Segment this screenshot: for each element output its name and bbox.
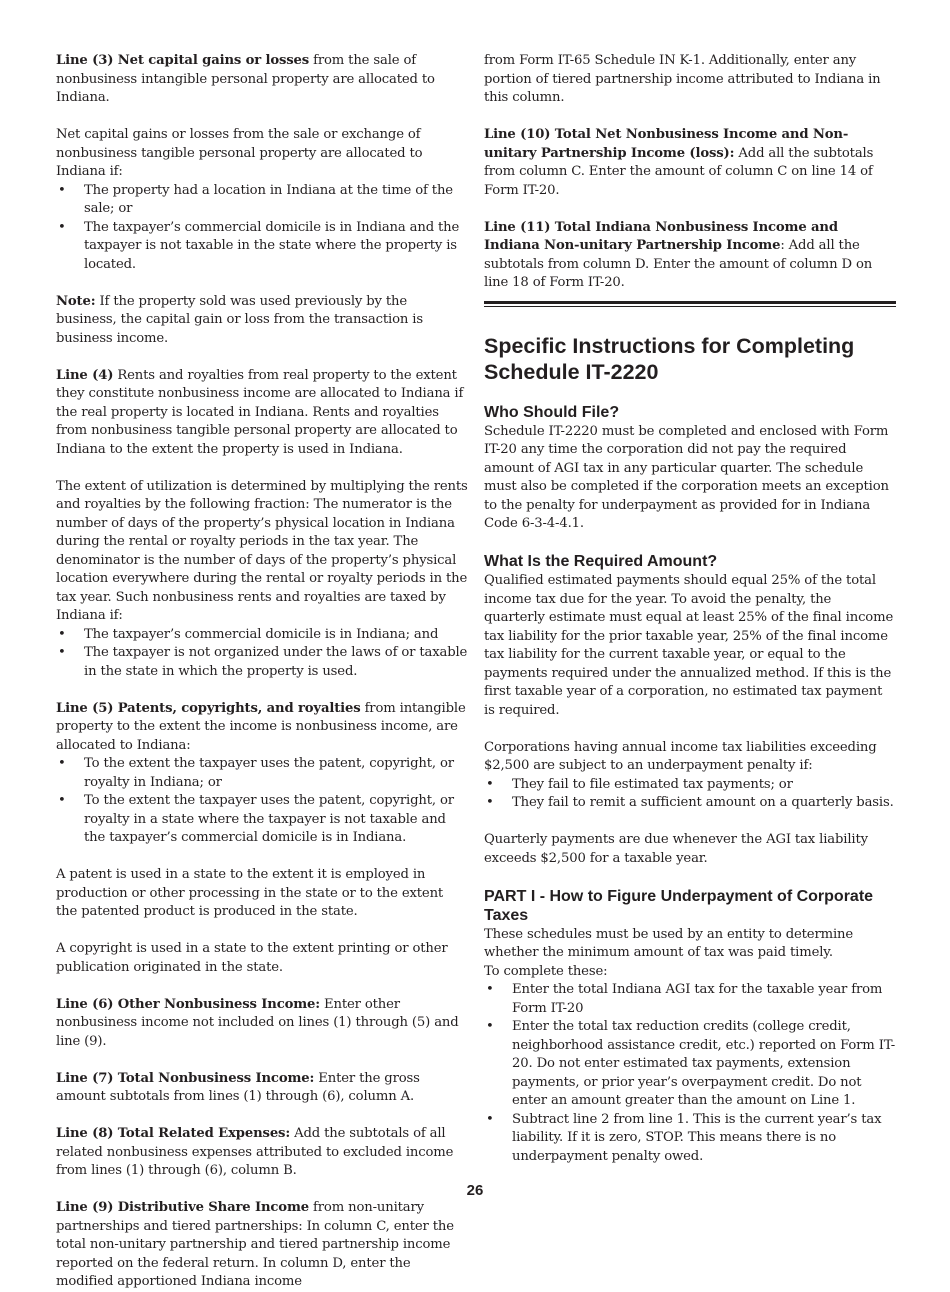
copyright-paragraph: A copyright is used in a state to the extent printing or other publication originated in the state. <box>56 941 448 975</box>
required-amount-heading: What Is the Required Amount? <box>484 553 718 570</box>
line11-paragraph <box>484 219 896 293</box>
list-item: • The taxpayer’s commercial domicile is in Indiana and the taxpayer is not taxable in the state where the property is located. <box>56 219 468 275</box>
right-column <box>484 52 896 1185</box>
line5-text: from intangible property to the extent the income is nonbusiness income, are allocated to Indiana: <box>56 700 466 753</box>
list-item: • They fail to file estimated tax payments; or <box>484 776 896 795</box>
line6-text: Enter other nonbusiness income not included on lines (1) through (5) and line (9). <box>56 996 459 1049</box>
line3-paragraph <box>56 52 468 108</box>
quarterly-paragraph: Quarterly payments are due whenever the AGI tax liability exceeds $2,500 for a taxable year. <box>484 832 868 866</box>
line8-label: Line (8) Total Related Expenses: <box>56 1126 291 1141</box>
line7-text: Enter the gross amount subtotals from lines (1) through (6), column A. <box>56 1070 420 1104</box>
line9-paragraph <box>56 1199 468 1292</box>
required-amount-paragraph: Qualified estimated payments should equal 25% of the total income tax due for the year. To avoid the penalty, the quarterly estimate must equal at least 25% of the final income tax liability for the prior taxable year, 25% of the final income tax liability for the current taxable year, or equal to the payments required under the annualized method. If this is the first taxable year of a corporation, no estimated tax payment is required. <box>484 573 894 718</box>
line9-continuation: from Form IT-65 Schedule IN K-1. Additionally, enter any portion of tiered partnership income attributed to Indiana in this column. <box>484 53 881 105</box>
list-item: • They fail to remit a sufficient amount on a quarterly basis. <box>484 794 896 813</box>
left-column <box>56 52 468 1292</box>
who-should-file-paragraph: Schedule IT-2220 must be completed and enclosed with Form IT-20 any time the corporation did not pay the required amount of AGI tax in any particular quarter. The schedule must also be completed if the corporation meets an exception to the penalty for underpayment as provided for in Indiana Code 6-3-4-4.1. <box>484 423 889 531</box>
part1-bullet-list <box>484 981 896 1166</box>
line9-text: from non-unitary partnerships and tiered partnerships: In column C, enter the total non-unitary partnership and tiered partnership income reported on the federal return. In column D, enter the modified apportioned Indiana income <box>56 1200 454 1289</box>
list-item: • Enter the total Indiana AGI tax for the taxable year from Form IT-20 <box>484 981 896 1018</box>
line4-label: Line (4) <box>56 367 114 383</box>
part1-complete-label: To complete these: <box>484 963 608 979</box>
line11-text: : Add all the subtotals from column D. Enter the amount of column D on line 18 of Form IT-20. <box>484 238 873 290</box>
list-item: • The taxpayer’s commercial domicile is in Indiana; and <box>56 626 468 645</box>
patent-paragraph: A patent is used in a state to the extent it is employed in production or other processing in the state or to the extent the patented product is produced in the state. <box>56 867 444 919</box>
line5-paragraph <box>56 700 468 756</box>
line4-text: Rents and royalties from real property to the extent they constitute nonbusiness income are allocated to Indiana if the real property is located in Indiana. Rents and royalties from nonbusiness tangible personal property are allocated to Indiana to the extent the property is used in Indiana. <box>56 367 464 457</box>
line5-label: Line (5) Patents, copyrights, and royalties <box>56 700 361 716</box>
list-item: • To the extent the taxpayer uses the patent, copyright, or royalty in a state where the taxpayer is not taxable and the taxpayer’s commercial domicile is in Indiana. <box>56 792 468 848</box>
line6-paragraph <box>56 996 468 1052</box>
line3-label: Line (3) Net capital gains or losses <box>56 53 310 68</box>
utilization-paragraph: The extent of utilization is determined by multiplying the rents and royalties by the following fraction: The numerator is the number of days of the property’s physical location in Indiana during the rental or royalty periods in the tax year. The denominator is the number of days of the property’s physical location everywhere during the rental or royalty periods in the tax year. Such nonbusiness rents and royalties are taxed by Indiana if: <box>56 478 468 623</box>
section-divider <box>484 301 896 307</box>
corporations-intro: Corporations having annual income tax liabilities exceeding $2,500 are subject to an underpayment penalty if: <box>484 739 877 773</box>
tangible-intro: Net capital gains or losses from the sale or exchange of nonbusiness tangible personal property are allocated to Indiana if: <box>56 127 423 179</box>
line8-paragraph <box>56 1125 468 1181</box>
part1-heading: PART I - How to Figure Underpayment of Corporate Taxes <box>484 887 874 924</box>
line7-label: Line (7) Total Nonbusiness Income: <box>56 1070 315 1086</box>
line6-label: Line (6) Other Nonbusiness Income: <box>56 996 320 1012</box>
part1-paragraph: These schedules must be used by an entity to determine whether the minimum amount of tax was paid timely. <box>484 926 854 960</box>
utilization-bullet-list <box>56 626 468 682</box>
line7-paragraph <box>56 1070 468 1107</box>
note-text: If the property sold was used previously by the business, the capital gain or loss from the transaction is business income. <box>56 293 423 346</box>
line10-text: Add all the subtotals from column C. Enter the amount of column C on line 14 of Form IT-20. <box>484 145 874 198</box>
list-item: • Subtract line 2 from line 1. This is the current year’s tax liability. If it is zero, STOP. This means there is no underpayment penalty owed. <box>484 1111 896 1167</box>
line9-label: Line (9) Distributive Share Income <box>56 1200 309 1215</box>
tangible-bullet-list <box>56 182 468 275</box>
list-item: • To the extent the taxpayer uses the patent, copyright, or royalty in Indiana; or <box>56 755 468 792</box>
list-item: • Enter the total tax reduction credits (college credit, neighborhood assistance credit, etc.) reported on Form IT-20. Do not enter estimated tax payments, extension payments, or prior year’s overpayment credit. Do not enter an amount greater than the amount on Line 1. <box>484 1018 896 1111</box>
line11-label: Line (11) Total Indiana Nonbusiness Income and Indiana Non-unitary Partnership Income <box>484 219 838 253</box>
list-item: • The property had a location in Indiana at the time of the sale; or <box>56 182 468 219</box>
line8-text: Add the subtotals of all related nonbusiness expenses attributed to excluded income from lines (1) through (6), column B. <box>56 1126 454 1178</box>
line3-text: from the sale of nonbusiness intangible personal property are allocated to Indiana. <box>56 53 435 105</box>
line4-paragraph <box>56 367 468 460</box>
corporations-bullet-list <box>484 776 896 813</box>
who-should-file-heading: Who Should File? <box>484 403 620 421</box>
note-label: Note: <box>56 293 96 309</box>
line10-label: Line (10) Total Net Nonbusiness Income and Non-unitary Partnership Income (loss): <box>484 127 849 161</box>
page-number: 26 <box>466 1182 484 1199</box>
note-paragraph <box>56 293 468 349</box>
list-item: • The taxpayer is not organized under the laws of or taxable in the state in which the property is used. <box>56 644 468 681</box>
line10-paragraph <box>484 126 896 200</box>
line5-bullet-list <box>56 755 468 848</box>
section-title: Specific Instructions for Completing Schedule IT-2220 <box>484 333 855 384</box>
